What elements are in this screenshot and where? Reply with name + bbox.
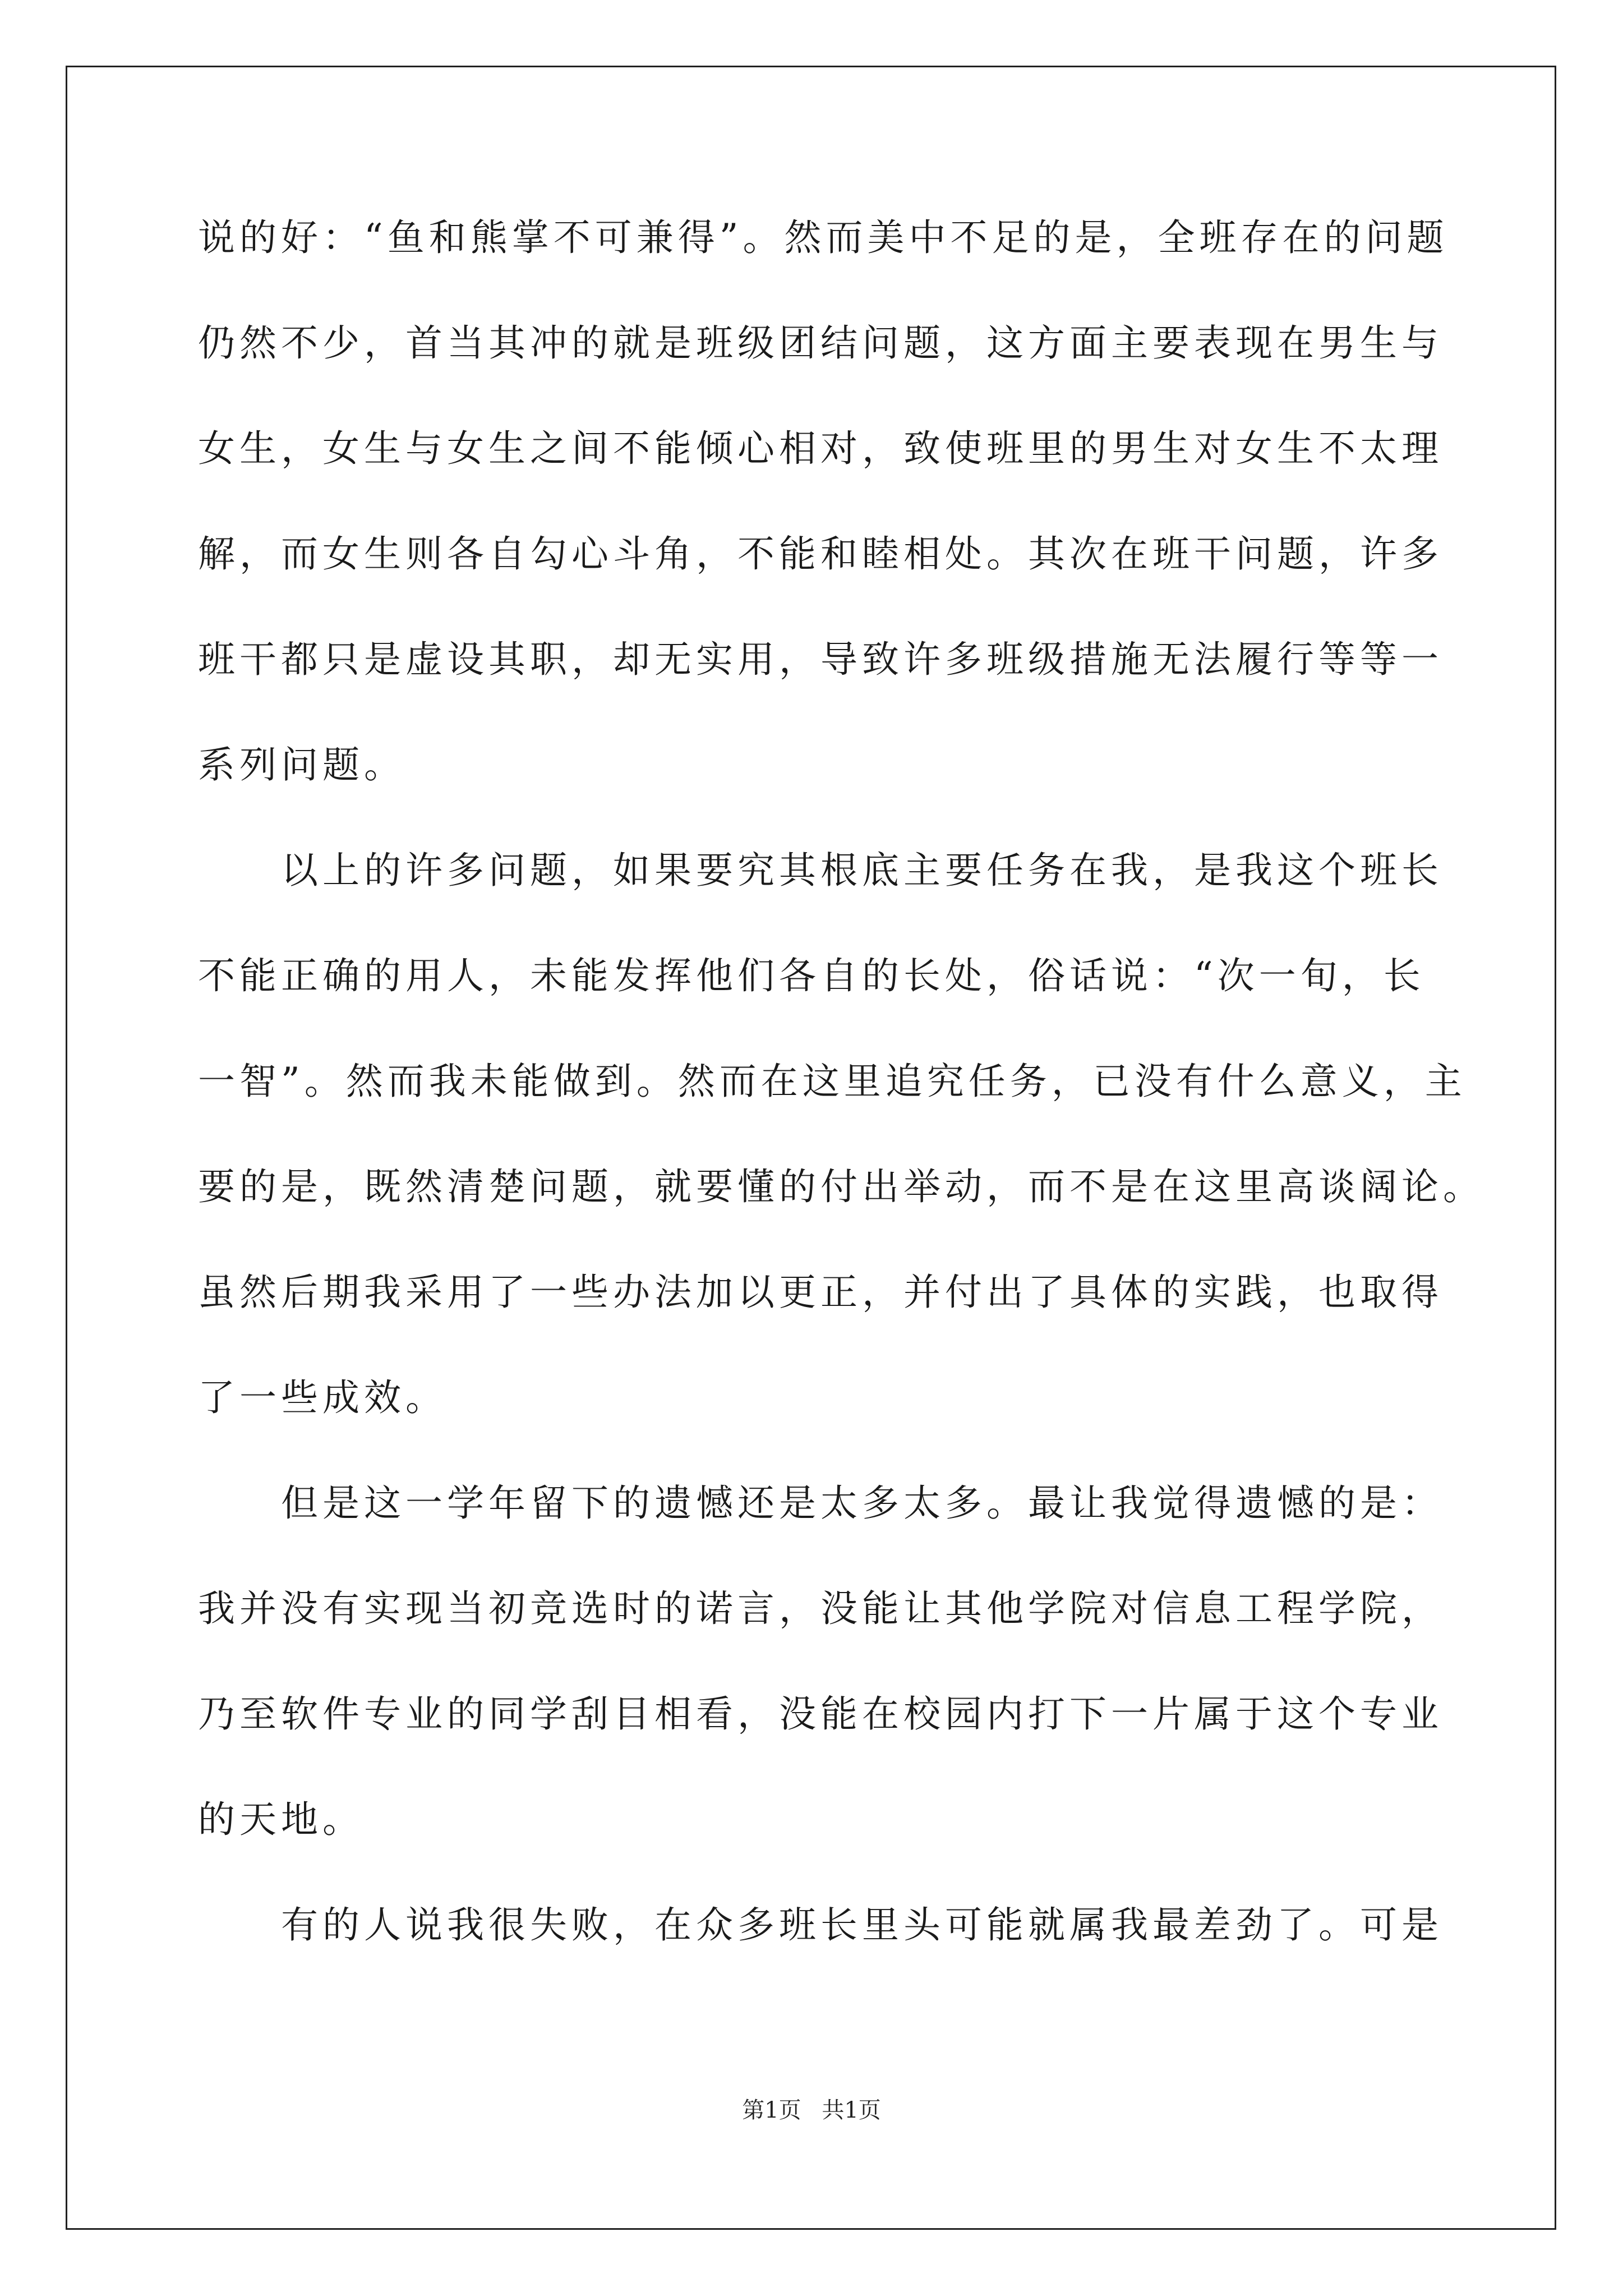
text-line: 了一些成效。 bbox=[198, 1376, 447, 1419]
text-line: 班干都只是虚设其职，却无实用，导致许多班级措施无法履行等等一 bbox=[198, 638, 1443, 681]
text-line: 我并没有实现当初竞选时的诺言，没能让其他学院对信息工程学院， bbox=[198, 1587, 1443, 1630]
document-body bbox=[198, 215, 1484, 2008]
page-number-current: 第1页 bbox=[742, 2097, 801, 2123]
text-line: 的天地。 bbox=[198, 1798, 364, 1841]
text-line: 仍然不少，首当其冲的就是班级团结问题，这方面主要表现在男生与 bbox=[198, 321, 1443, 365]
text-line: 但是这一学年留下的遗憾还是太多太多。最让我觉得遗憾的是： bbox=[198, 1481, 1443, 1525]
text-line: 说的好：“鱼和熊掌不可兼得”。然而美中不足的是，全班存在的问题 bbox=[198, 216, 1449, 259]
text-line: 要的是，既然清楚问题，就要懂的付出举动，而不是在这里高谈阔论。 bbox=[198, 1165, 1484, 1208]
text-line: 虽然后期我采用了一些办法加以更正，并付出了具体的实践，也取得 bbox=[198, 1271, 1443, 1314]
text-line: 不能正确的用人，未能发挥他们各自的长处，俗话说：“次一旬，长 bbox=[198, 954, 1425, 997]
text-line: 解，而女生则各自勾心斗角，不能和睦相处。其次在班干问题，许多 bbox=[198, 532, 1443, 576]
page-number-total: 共1页 bbox=[822, 2097, 881, 2123]
page-footer bbox=[0, 2092, 1623, 2124]
text-line: 以上的许多问题，如果要究其根底主要任务在我，是我这个班长 bbox=[198, 849, 1443, 892]
text-line: 乃至软件专业的同学刮目相看，没能在校园内打下一片属于这个专业 bbox=[198, 1692, 1443, 1736]
text-line: 一智”。然而我未能做到。然而在这里追究任务，已没有什么意义，主 bbox=[198, 1060, 1467, 1103]
text-line: 有的人说我很失败，在众多班长里头可能就属我最差劲了。可是 bbox=[198, 1903, 1443, 1947]
text-line: 女生，女生与女生之间不能倾心相对，致使班里的男生对女生不太理 bbox=[198, 427, 1443, 470]
text-line: 系列问题。 bbox=[198, 743, 405, 786]
